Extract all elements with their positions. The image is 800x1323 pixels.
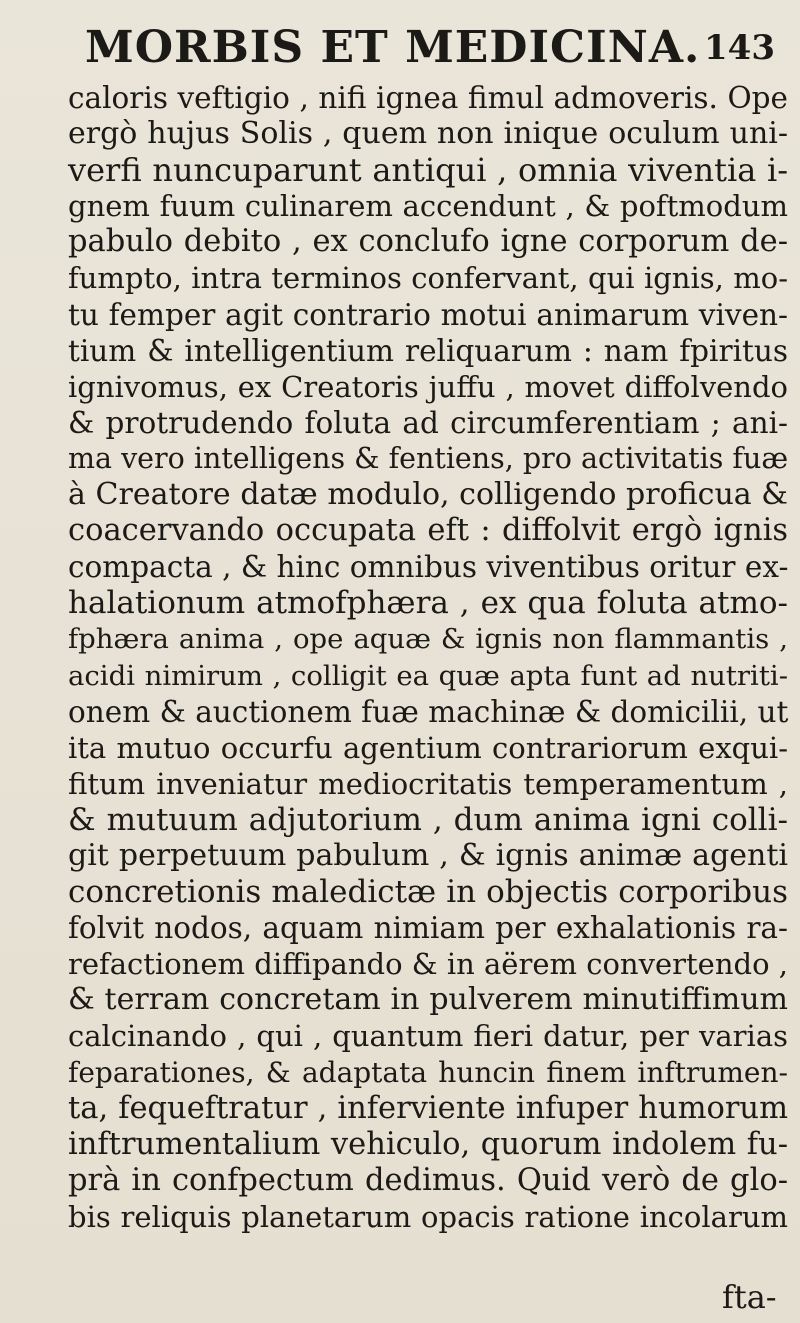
body-text [68, 80, 788, 1235]
catchword: fta- [722, 1278, 777, 1316]
text-line: refactionem diffipando & in aërem convertendo , [68, 947, 788, 982]
text-line: compacta , & hinc omnibus viventibus oritur ex- [68, 550, 789, 585]
text-line: fitum inveniatur mediocritatis temperamentum , [68, 766, 788, 801]
text-line: feparationes, & adaptata huncin finem inftrumen- [68, 1055, 788, 1089]
text-line: & mutuum adjutorium , dum anima igni colli- [68, 801, 788, 838]
text-line: ita mutuo occurfu agentium contrariorum exqui- [68, 730, 788, 765]
text-line: ignivomus, ex Creatoris juffu , movet diffolvendo [68, 369, 788, 404]
text-line: verfi nuncuparunt antiqui , omnia viventia i- [68, 151, 788, 190]
text-line: prà in confpectum dedimus. Quid verò de glo- [68, 1162, 788, 1198]
text-line: gnem fuum culinarem accendunt , & poftmodum [68, 189, 788, 224]
text-line: onem & auctionem fuæ machinæ & domicilii, ut [68, 694, 789, 729]
text-line: inftrumentalium vehiculo, quorum indolem fu- [68, 1126, 788, 1162]
text-line: & protrudendo foluta ad circumferentiam ; ani- [68, 405, 788, 440]
text-line: ta, fequeftratur , inferviente infuper humorum [68, 1090, 788, 1126]
text-line: caloris veftigio , nifi ignea fimul admoveris. Ope [68, 81, 788, 115]
text-line: fphæra anima , ope aquæ & ignis non flammantis , [68, 623, 788, 656]
text-line: fumpto, intra terminos confervant, qui ignis, mo- [68, 261, 788, 296]
text-line: bis reliquis planetarum opacis ratione incolarum [68, 1199, 788, 1234]
text-line: git perpetuum pabulum , & ignis animæ agenti [68, 837, 788, 873]
running-title: MORBIS ET MEDICINA. [85, 22, 701, 73]
running-header [0, 20, 800, 76]
text-line: coacervando occupata eft : diffolvit ergò ignis [68, 513, 788, 549]
text-line: calcinando , qui , quantum fieri datur, per varias [68, 1019, 788, 1054]
text-line: ergò hujus Solis , quem non inique oculum uni- [68, 116, 788, 152]
text-line: halationum atmofphæra , ex qua foluta atmo- [68, 585, 788, 622]
text-line: à Creatore datæ modulo, colligendo proficua & [68, 477, 788, 513]
text-line: acidi nimirum , colligit ea quæ apta funt ad nutriti- [68, 659, 788, 692]
text-line: concretionis maledictæ in objectis corporibus [68, 874, 788, 911]
text-line: folvit nodos, aquam nimiam per exhalationis ra- [68, 911, 788, 946]
text-line: pabulo debito , ex conclufo igne corporum de- [68, 224, 788, 260]
text-line: ma vero intelligens & fentiens, pro activitatis fuæ [68, 441, 789, 475]
text-line: tu femper agit contrario motui animarum viven- [68, 297, 788, 332]
text-line: tium & intelligentium reliquarum : nam fpiritus [68, 333, 788, 368]
text-line: & terram concretam in pulverem minutiffimum [68, 982, 788, 1018]
page-number: 143 [704, 28, 775, 68]
